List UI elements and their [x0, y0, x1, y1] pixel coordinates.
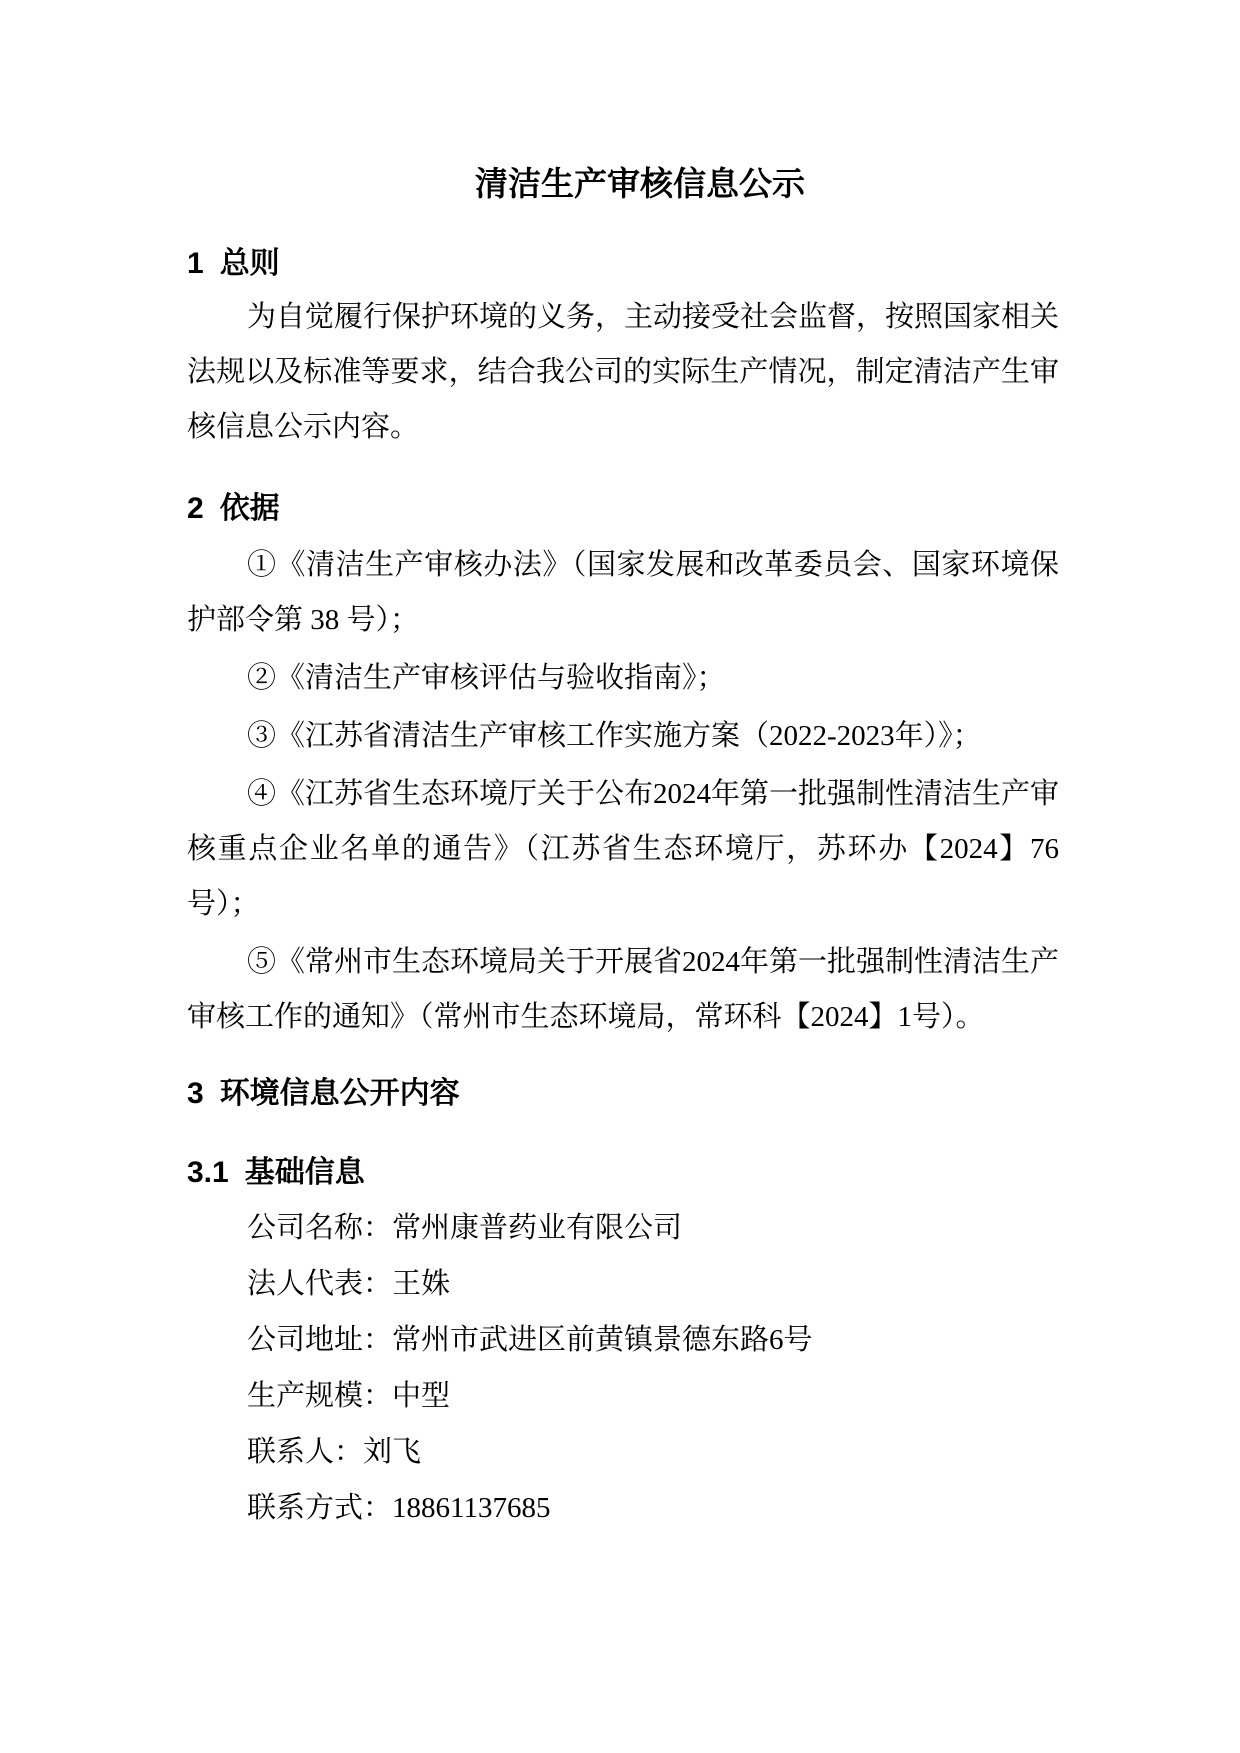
field-value: 18861137685	[392, 1492, 551, 1524]
reference-item-2: ②《清洁生产审核评估与验收指南》；	[247, 662, 726, 694]
info-field-contact-person	[187, 1424, 1059, 1480]
field-label: 法人代表：	[247, 1268, 393, 1300]
field-label: 联系人：	[247, 1436, 364, 1468]
section-2-number: 2	[187, 492, 204, 525]
field-label: 联系方式：	[247, 1492, 393, 1524]
reference-item-4: ④《江苏省生态环境厅关于公布2024年第一批强制性清洁生产审核重点企业名单的通告》（江苏省生态环境厅，苏环办【2024】76号）；	[187, 778, 1060, 920]
field-value: 中型	[392, 1380, 451, 1412]
section-3-title: 环境信息公开内容	[219, 1077, 460, 1110]
section-3-1-number: 3.1	[187, 1156, 229, 1189]
field-label: 公司地址：	[247, 1324, 393, 1356]
section-1-number: 1	[187, 247, 204, 280]
info-field-contact-number	[187, 1480, 1059, 1536]
section-3-heading	[187, 1073, 1059, 1115]
document-title: 清洁生产审核信息公示	[475, 165, 805, 202]
section-2-heading	[187, 488, 1059, 530]
field-value: 常州市武进区前黄镇景德东路6号	[392, 1324, 813, 1356]
field-value: 王姝	[392, 1268, 451, 1300]
section-3-1-title: 基础信息	[244, 1156, 365, 1189]
field-label: 生产规模：	[247, 1380, 393, 1412]
field-value: 刘飞	[363, 1436, 422, 1468]
reference-item-5: ⑤《常州市生态环境局关于开展省2024年第一批强制性清洁生产审核工作的通知》（常州市生态环境局，常环科【2024】1号）。	[187, 946, 1060, 1033]
info-field-legal-representative	[187, 1256, 1059, 1312]
basic-info-list	[187, 1200, 1059, 1536]
field-value: 常州康普药业有限公司	[392, 1212, 683, 1244]
field-label: 公司名称：	[247, 1212, 393, 1244]
section-2-title: 依据	[219, 492, 280, 525]
section-1-paragraph: 为自觉履行保护环境的义务，主动接受社会监督，按照国家相关法规以及标准等要求，结合我公司的实际生产情况，制定清洁产生审核信息公示内容。	[187, 301, 1060, 443]
info-field-company-address	[187, 1312, 1059, 1368]
document-content	[187, 0, 1059, 1536]
reference-item-1: ①《清洁生产审核办法》（国家发展和改革委员会、国家环境保护部令第 38 号）；	[187, 549, 1059, 636]
reference-item-3: ③《江苏省清洁生产审核工作实施方案（2022-2023年）》；	[247, 720, 982, 752]
section-3-1-heading	[187, 1152, 1059, 1194]
section-1-heading	[187, 243, 1059, 285]
section-3-number: 3	[187, 1077, 204, 1110]
reference-list	[187, 538, 1059, 1045]
info-field-company-name	[187, 1200, 1059, 1256]
info-field-production-scale	[187, 1368, 1059, 1424]
section-1-title: 总则	[219, 247, 280, 280]
